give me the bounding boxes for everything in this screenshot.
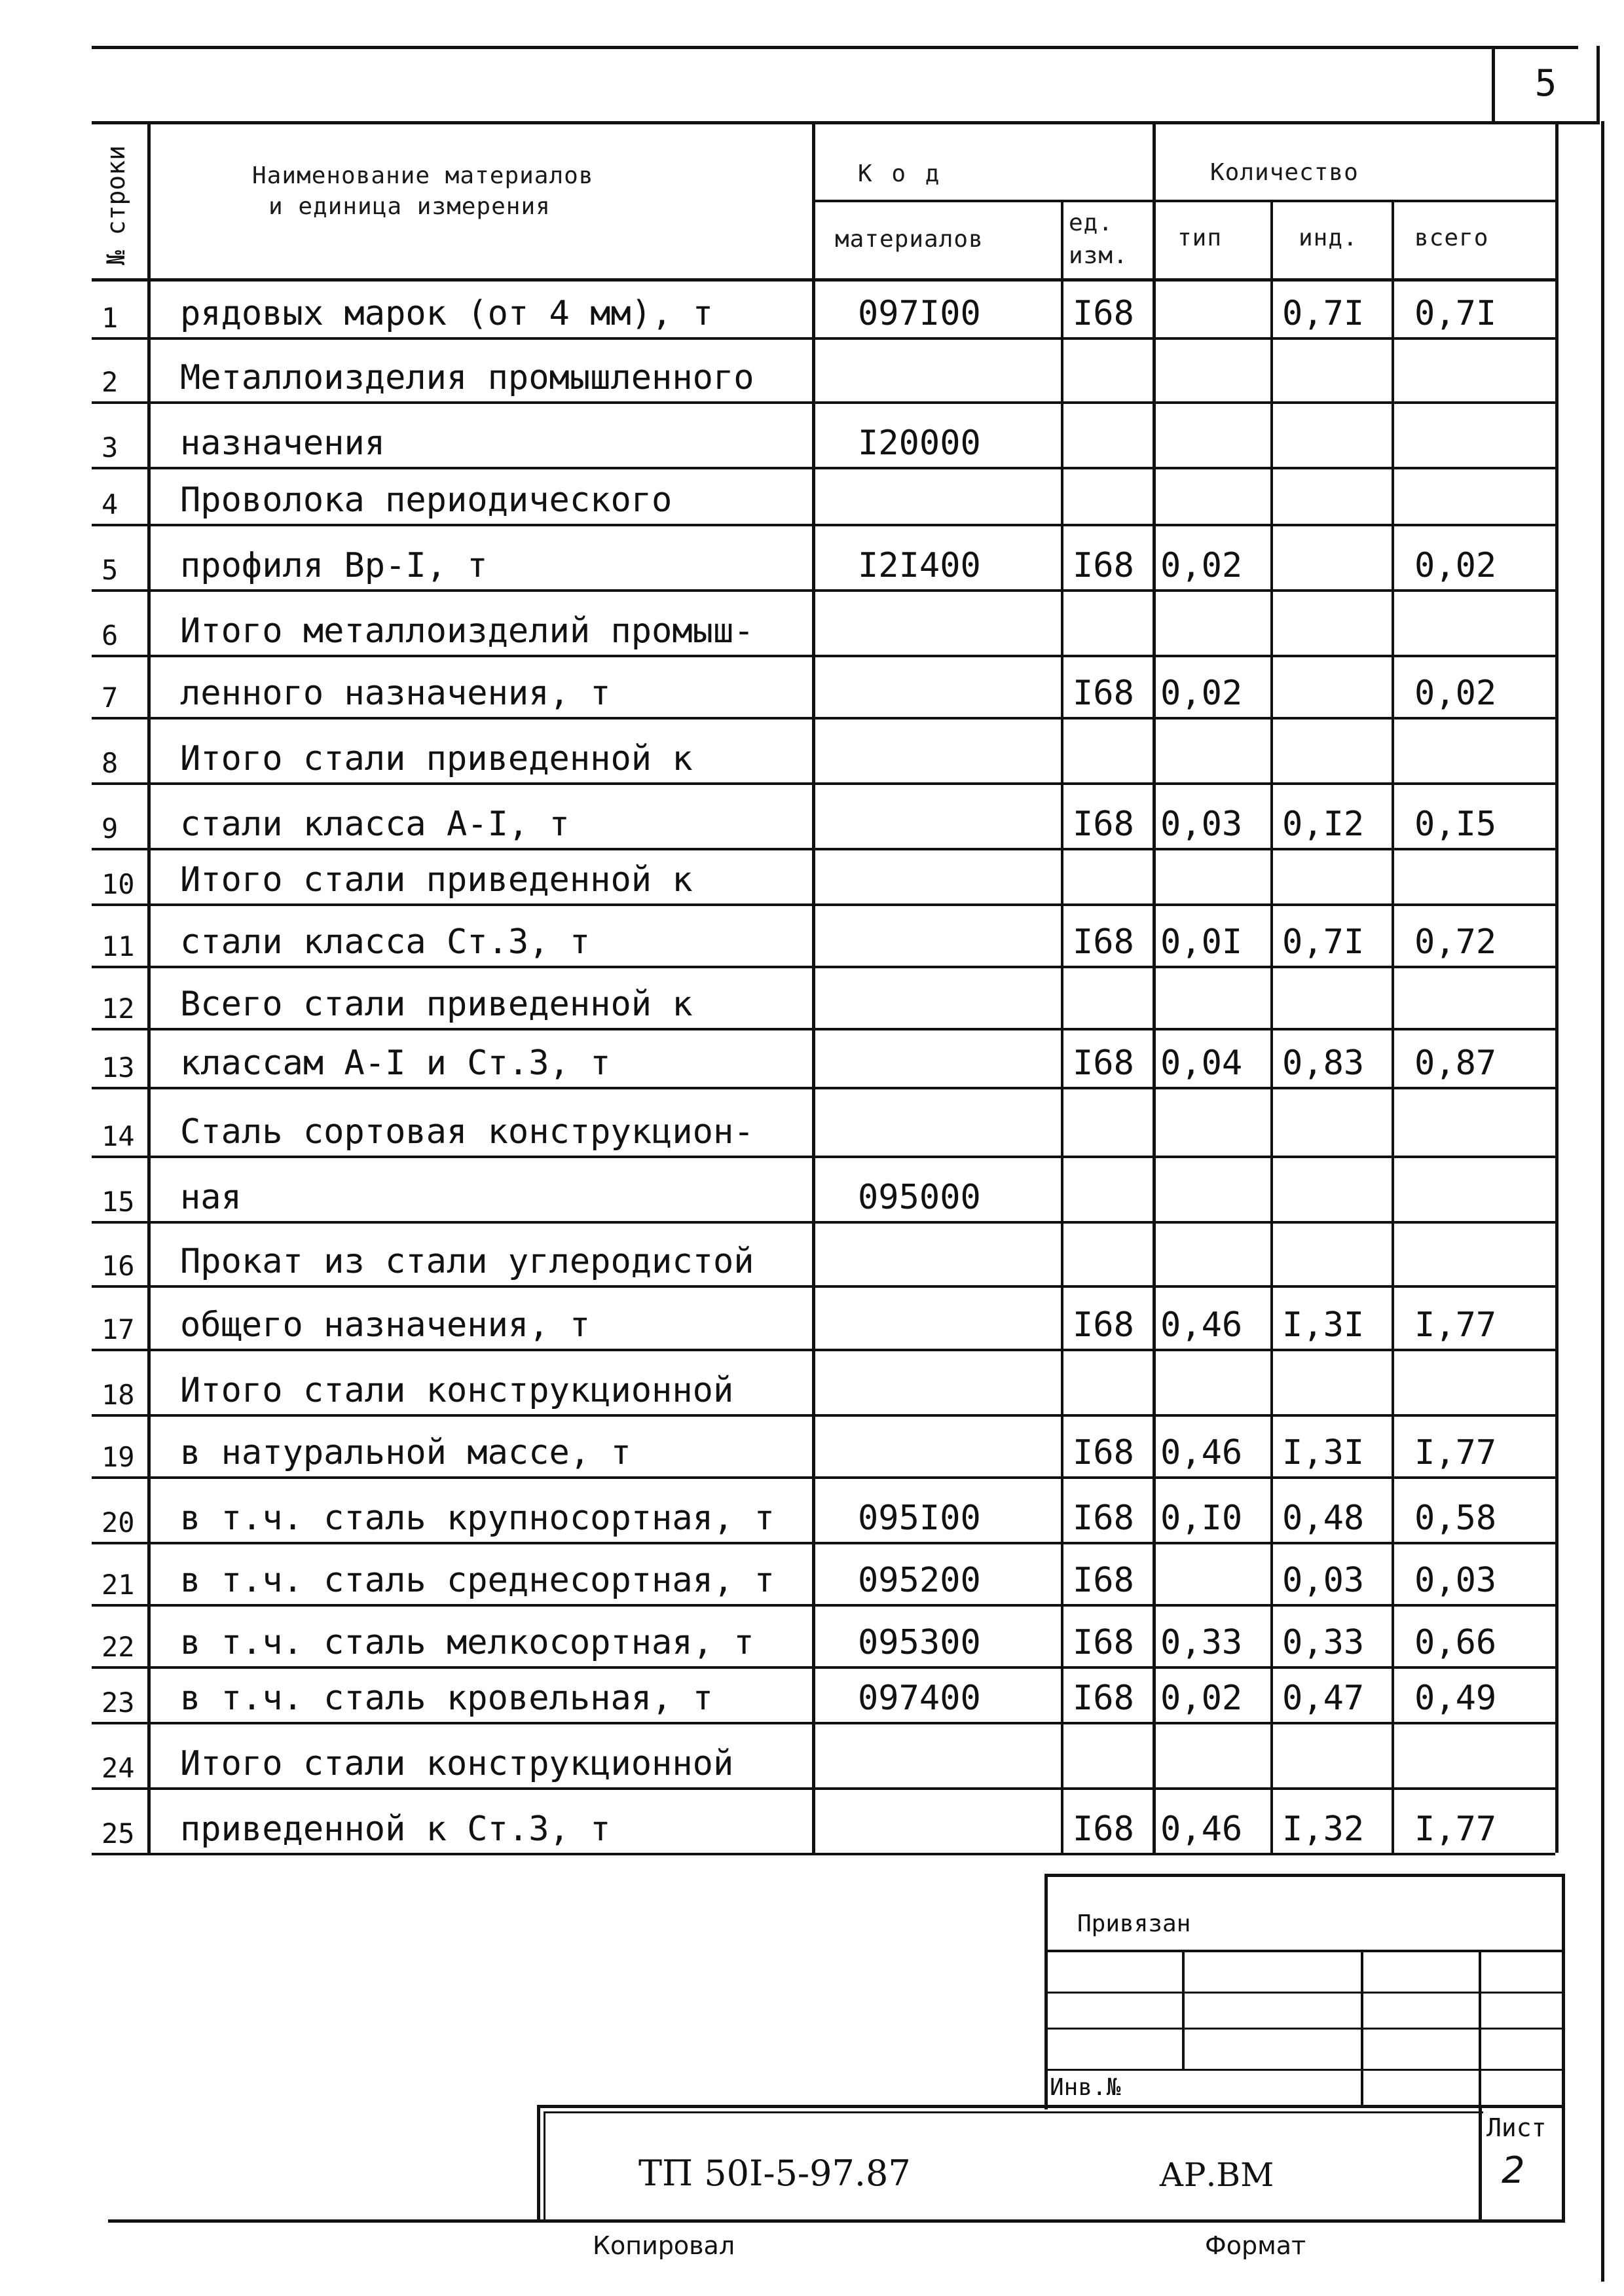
header-code-unit-line1: ед. <box>1069 210 1114 236</box>
row-line-11 <box>92 966 1555 968</box>
row-line-15 <box>92 1221 1555 1224</box>
row-line-18 <box>92 1414 1555 1417</box>
cell-unit: I68 <box>1073 922 1134 962</box>
table-top-border <box>92 121 1555 124</box>
cell-total: I,77 <box>1414 1810 1497 1849</box>
row-number: 1 <box>101 302 119 334</box>
row-number: 4 <box>101 488 119 520</box>
cell-name: Итого стали приведенной к <box>180 860 693 900</box>
col-line-total <box>1392 200 1394 1853</box>
cell-total: 0,03 <box>1414 1561 1497 1600</box>
row-line-12 <box>92 1028 1555 1030</box>
header-name-line2: и единица измерения <box>268 193 551 220</box>
row-line-16 <box>92 1285 1555 1288</box>
row-line-6 <box>92 655 1555 657</box>
cell-name: ная <box>180 1178 242 1217</box>
stamp-grid-h1 <box>1044 1950 1565 1952</box>
row-line-19 <box>92 1476 1555 1479</box>
stamp-grid-v3 <box>1479 1950 1481 2107</box>
document-section: АР.ВМ <box>1159 2156 1274 2194</box>
cell-name: Итого стали приведенной к <box>180 739 693 778</box>
stamp-grid-h3 <box>1044 2028 1565 2030</box>
row-number: 11 <box>101 930 135 962</box>
row-number: 9 <box>101 812 119 845</box>
header-code-unit-line2: изм. <box>1069 242 1128 269</box>
cell-type: 0,46 <box>1160 1810 1243 1849</box>
row-line-8 <box>92 782 1555 785</box>
cell-name: классам А-I и Ст.3, т <box>180 1044 611 1083</box>
cell-ind: 0,48 <box>1282 1499 1365 1538</box>
cell-ind: 0,7I <box>1282 922 1365 962</box>
row-number: 18 <box>101 1379 135 1411</box>
row-line-17 <box>92 1349 1555 1351</box>
row-number: 3 <box>101 431 119 464</box>
cell-unit: I68 <box>1073 1561 1134 1600</box>
header-qty-ind: инд. <box>1299 225 1358 251</box>
cell-total: I,77 <box>1414 1433 1497 1472</box>
cell-code: 095000 <box>858 1178 981 1217</box>
title-strip-left-inner <box>544 2111 545 2221</box>
cell-name: Металлоизделия промышленного <box>180 358 754 397</box>
row-number: 23 <box>101 1686 135 1719</box>
cell-code: 095300 <box>858 1623 981 1662</box>
row-line-10 <box>92 903 1555 906</box>
cell-unit: I68 <box>1073 1305 1134 1345</box>
cell-ind: I,3I <box>1282 1305 1365 1345</box>
stamp-grid-h4 <box>1044 2069 1565 2071</box>
cell-name: в т.ч. сталь мелкосортная, т <box>180 1623 754 1662</box>
cell-unit: I68 <box>1073 805 1134 844</box>
cell-name: в натуральной массе, т <box>180 1433 631 1472</box>
row-number: 21 <box>101 1569 135 1601</box>
cell-ind: 0,I2 <box>1282 805 1365 844</box>
cell-name: стали класса Ст.3, т <box>180 922 591 962</box>
cell-name: приведенной к Ст.3, т <box>180 1810 611 1849</box>
cell-ind: 0,33 <box>1282 1623 1365 1662</box>
cell-total: 0,58 <box>1414 1499 1497 1538</box>
col-line-right <box>1555 121 1559 1853</box>
cell-ind: I,32 <box>1282 1810 1365 1849</box>
row-number: 20 <box>101 1506 135 1539</box>
cell-total: 0,87 <box>1414 1044 1497 1083</box>
row-number: 25 <box>101 1817 135 1850</box>
row-line-0 <box>92 278 1555 282</box>
title-strip-top <box>537 2105 1565 2108</box>
title-strip-left <box>537 2105 540 2221</box>
row-line-7 <box>92 717 1555 720</box>
col-line-rowno <box>147 121 151 1853</box>
cell-name: рядовых марок (от 4 мм), т <box>180 294 713 333</box>
row-line-14 <box>92 1156 1555 1158</box>
row-line-3 <box>92 467 1555 469</box>
cell-type: 0,02 <box>1160 1679 1243 1718</box>
row-number: 15 <box>101 1186 135 1218</box>
cell-type: 0,46 <box>1160 1433 1243 1472</box>
cell-type: 0,46 <box>1160 1305 1243 1345</box>
header-qty-type: тип <box>1177 225 1223 251</box>
cell-total: 0,66 <box>1414 1623 1497 1662</box>
col-line-code <box>812 121 815 1853</box>
row-line-22 <box>92 1666 1555 1669</box>
page-number: 5 <box>1534 62 1557 105</box>
cell-name: общего назначения, т <box>180 1305 591 1345</box>
row-number: 2 <box>101 366 119 398</box>
header-qty-total: всего <box>1414 225 1489 251</box>
cell-name: Итого стали конструкционной <box>180 1371 734 1410</box>
frame-top-line <box>92 46 1578 49</box>
sheet-label: Лист <box>1486 2113 1547 2142</box>
page-number-box-right <box>1596 46 1600 124</box>
stamp-inv-label: Инв.№ <box>1050 2074 1121 2101</box>
cell-total: 0,49 <box>1414 1679 1497 1718</box>
row-number: 5 <box>101 554 119 586</box>
cell-ind: 0,47 <box>1282 1679 1365 1718</box>
row-number: 14 <box>101 1120 135 1152</box>
copied-by-label: Копировал <box>593 2231 735 2260</box>
cell-unit: I68 <box>1073 1044 1134 1083</box>
cell-unit: I68 <box>1073 1679 1134 1718</box>
cell-unit: I68 <box>1073 1499 1134 1538</box>
stamp-grid-h2 <box>1044 1992 1565 1994</box>
cell-name: стали класса А-I, т <box>180 805 570 844</box>
row-line-23 <box>92 1722 1555 1724</box>
cell-total: 0,72 <box>1414 922 1497 962</box>
header-subdivision-line <box>812 200 1555 202</box>
cell-total: 0,02 <box>1414 546 1497 585</box>
header-row-number: № строки <box>101 145 130 265</box>
cell-code: 095I00 <box>858 1499 981 1538</box>
cell-ind: 0,7I <box>1282 294 1365 333</box>
header-name-line1: Наименование материалов <box>252 162 594 189</box>
cell-total: I,77 <box>1414 1305 1497 1345</box>
row-line-9 <box>92 848 1555 850</box>
cell-code: 097400 <box>858 1679 981 1718</box>
cell-type: 0,04 <box>1160 1044 1243 1083</box>
cell-code: 097I00 <box>858 294 981 333</box>
row-number: 13 <box>101 1051 135 1084</box>
sheet-number: 2 <box>1502 2149 1525 2192</box>
row-number: 19 <box>101 1441 135 1473</box>
cell-total: 0,I5 <box>1414 805 1497 844</box>
cell-total: 0,02 <box>1414 674 1497 713</box>
row-line-20 <box>92 1542 1555 1544</box>
row-number: 16 <box>101 1250 135 1282</box>
row-number: 6 <box>101 619 119 651</box>
cell-ind: 0,83 <box>1282 1044 1365 1083</box>
format-label: Формат <box>1205 2231 1306 2260</box>
row-line-21 <box>92 1604 1555 1607</box>
cell-unit: I68 <box>1073 674 1134 713</box>
row-number: 17 <box>101 1313 135 1345</box>
row-number: 7 <box>101 682 119 714</box>
row-line-2 <box>92 401 1555 404</box>
row-line-4 <box>92 524 1555 526</box>
cell-name: Всего стали приведенной к <box>180 985 693 1024</box>
header-quantity: Количество <box>1210 159 1359 186</box>
stamp-tied-label: Привязан <box>1077 1910 1191 1937</box>
row-number: 8 <box>101 747 119 779</box>
cell-total: 0,7I <box>1414 294 1497 333</box>
cell-unit: I68 <box>1073 546 1134 585</box>
cell-type: 0,0I <box>1160 922 1243 962</box>
row-line-1 <box>92 337 1555 340</box>
row-number: 22 <box>101 1631 135 1663</box>
col-line-unit <box>1061 200 1063 1853</box>
cell-ind: I,3I <box>1282 1433 1365 1472</box>
col-line-ind <box>1270 200 1273 1853</box>
cell-unit: I68 <box>1073 1810 1134 1849</box>
row-number: 10 <box>101 868 135 900</box>
cell-unit: I68 <box>1073 1623 1134 1662</box>
cell-name: Итого стали конструкционной <box>180 1744 734 1783</box>
stamp-outer-right <box>1562 1874 1565 2221</box>
document-code: ТП 50I-5-97.87 <box>638 2153 911 2194</box>
cell-type: 0,02 <box>1160 546 1243 585</box>
cell-code: 095200 <box>858 1561 981 1600</box>
cell-name: Итого металлоизделий промыш- <box>180 611 754 651</box>
stamp-grid-v2 <box>1361 1950 1363 2107</box>
row-number: 12 <box>101 993 135 1025</box>
row-line-13 <box>92 1087 1555 1089</box>
cell-name: Сталь сортовая конструкцион- <box>180 1112 754 1152</box>
header-code: К о д <box>858 160 942 187</box>
cell-name: назначения <box>180 424 386 463</box>
cell-name: Проволока периодического <box>180 481 673 520</box>
frame-right-line <box>1601 121 1604 2282</box>
title-strip-top-inner <box>544 2111 1483 2113</box>
cell-name: ленного назначения, т <box>180 674 611 713</box>
row-line-25 <box>92 1853 1555 1855</box>
row-number: 24 <box>101 1752 135 1784</box>
cell-code: I2I400 <box>858 546 981 585</box>
cell-code: I20000 <box>858 424 981 463</box>
row-line-5 <box>92 589 1555 592</box>
cell-name: профиля Вр-I, т <box>180 546 488 585</box>
cell-type: 0,I0 <box>1160 1499 1243 1538</box>
col-line-qty <box>1153 121 1156 1853</box>
cell-unit: I68 <box>1073 294 1134 333</box>
stamp-grid-v1 <box>1182 1950 1185 2071</box>
frame-bottom-line <box>108 2219 1565 2223</box>
cell-type: 0,03 <box>1160 805 1243 844</box>
cell-name: Прокат из стали углеродистой <box>180 1242 754 1281</box>
header-code-material: материалов <box>835 226 984 253</box>
cell-name: в т.ч. сталь крупносортная, т <box>180 1499 775 1538</box>
cell-name: в т.ч. сталь среднесортная, т <box>180 1561 775 1600</box>
cell-name: в т.ч. сталь кровельная, т <box>180 1679 713 1718</box>
cell-type: 0,33 <box>1160 1623 1243 1662</box>
cell-unit: I68 <box>1073 1433 1134 1472</box>
cell-type: 0,02 <box>1160 674 1243 713</box>
row-line-24 <box>92 1787 1555 1790</box>
title-strip-divider <box>1479 2105 1482 2221</box>
stamp-outer-top <box>1044 1874 1565 1877</box>
cell-ind: 0,03 <box>1282 1561 1365 1600</box>
